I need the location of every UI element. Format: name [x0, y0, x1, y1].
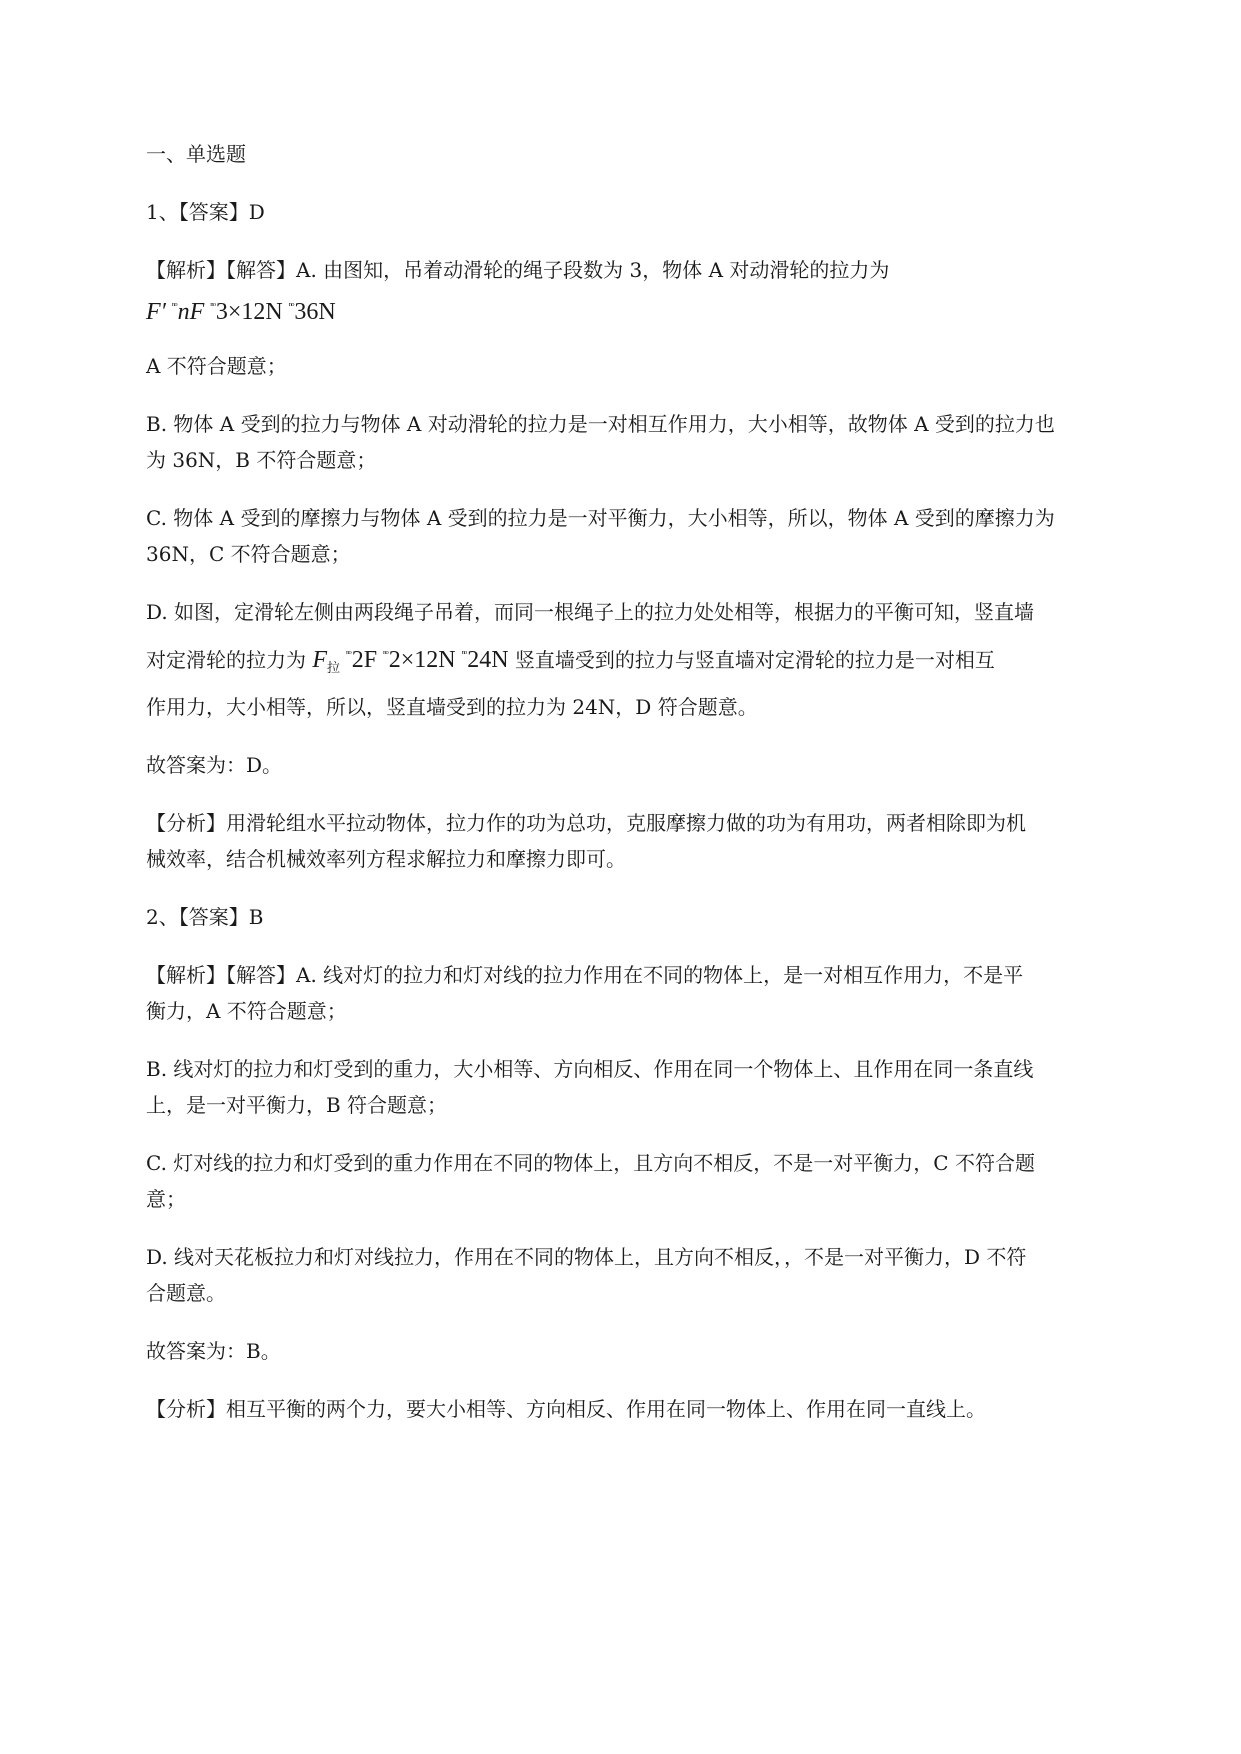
q1-answer: 1、【答案】D [146, 200, 265, 224]
formula-d-t3: 24N [467, 647, 509, 673]
q1-b-line1: B. 物体 A 受到的拉力与物体 A 对动滑轮的拉力是一对相互作用力，大小相等，故物体 A 受到的拉力也 [146, 412, 1055, 436]
q1-formula-a [146, 292, 336, 326]
q1-d-line3: 作用力，大小相等，所以，竖直墙受到的拉力为 24N，D 符合题意。 [146, 695, 758, 719]
equals-symbol: ⁿᵒ [210, 300, 215, 312]
q1-formula-d [312, 647, 509, 676]
formula-a-expr1: 3×12N [215, 299, 283, 325]
q2-d-line1: D. 线对天花板拉力和灯对线拉力，作用在不同的物体上，且方向不相反，，不是一对平衡力，D 不符 [146, 1245, 1027, 1269]
q2-answer: 2、【答案】B [146, 905, 264, 929]
q1-a-conclusion: A 不符合题意； [146, 354, 287, 378]
equals-symbol: ⁿᵒ [288, 300, 294, 312]
q1-analysis-intro: 【解析】【解答】A. 由图知，吊着动滑轮的绳子段数为 3，物体 A 对动滑轮的拉力为 [146, 258, 890, 282]
q1-c-line2: 36N，C 不符合题意； [146, 542, 351, 566]
formula-a-mid: nF [177, 299, 205, 325]
equals-symbol: ⁿᵒ [461, 648, 467, 660]
q1-d-line2 [146, 640, 995, 683]
d-line2-pre: 对定滑轮的拉力为 [146, 648, 306, 672]
equals-symbol: ⁿᵒ [171, 300, 177, 312]
q2-b-line1: B. 线对灯的拉力和灯受到的重力，大小相等、方向相反、作用在同一个物体上、且作用在同一条直线 [146, 1057, 1034, 1081]
formula-d-t2: 2×12N [388, 647, 456, 673]
q2-fenxi: 【分析】相互平衡的两个力，要大小相等、方向相反、作用在同一物体上、作用在同一直线上。 [146, 1397, 986, 1421]
q1-d-line1: D. 如图，定滑轮左侧由两段绳子吊着，而同一根绳子上的拉力处处相等，根据力的平衡可知，竖直墙 [146, 600, 1035, 624]
q1-fenxi-line2: 械效率，结合机械效率列方程求解拉力和摩擦力即可。 [146, 847, 626, 871]
q2-final: 故答案为：B。 [146, 1339, 281, 1363]
formula-a-lhs: F′ [146, 299, 166, 325]
equals-symbol: ⁿᵒ [383, 648, 388, 660]
q2-c-line2: 意； [146, 1187, 186, 1211]
q1-fenxi-line1: 【分析】用滑轮组水平拉动物体，拉力作的功为总功，克服摩擦力做的功为有用功，两者相除即为机 [146, 811, 1026, 835]
q2-a-line1: 【解析】【解答】A. 线对灯的拉力和灯对线的拉力作用在不同的物体上，是一对相互作用力，不是平 [146, 963, 1024, 987]
q1-final: 故答案为：D。 [146, 753, 283, 777]
formula-d-lhs: F [312, 647, 328, 673]
q2-a-line2: 衡力，A 不符合题意； [146, 999, 347, 1023]
q1-b-line2: 为 36N，B 不符合题意； [146, 448, 377, 472]
q2-c-line1: C. 灯对线的拉力和灯受到的重力作用在不同的物体上，且方向不相反，不是一对平衡力，C 不符合题 [146, 1151, 1035, 1175]
formula-a-expr2: 36N [294, 299, 336, 325]
q2-d-line2: 合题意。 [146, 1281, 226, 1305]
formula-d-t1: 2F [351, 647, 378, 673]
q1-c-line1: C. 物体 A 受到的摩擦力与物体 A 受到的拉力是一对平衡力，大小相等，所以，物体 A 受到的摩擦力为 [146, 506, 1055, 530]
formula-d-sub: 拉 [327, 661, 341, 676]
d-line2-post: 竖直墙受到的拉力与竖直墙对定滑轮的拉力是一对相互 [514, 648, 995, 672]
equals-symbol: ⁿᵒ [346, 648, 351, 660]
q2-b-line2: 上，是一对平衡力，B 符合题意； [146, 1093, 448, 1117]
section-title: 一、单选题 [146, 142, 246, 166]
